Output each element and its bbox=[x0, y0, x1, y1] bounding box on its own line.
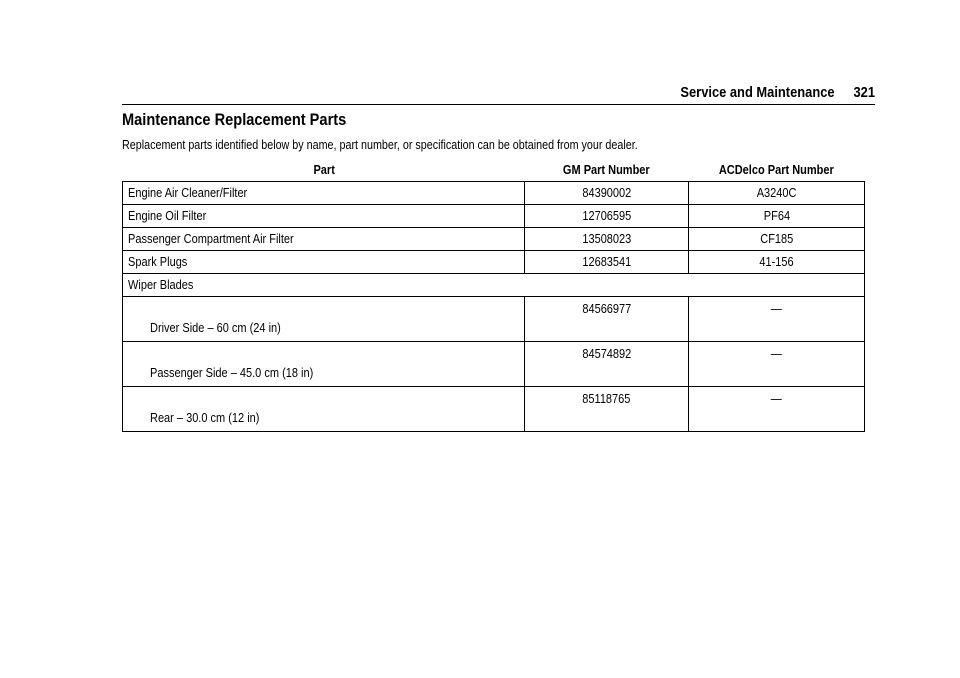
part-name: Engine Oil Filter bbox=[123, 205, 525, 228]
header-rule bbox=[122, 104, 875, 105]
part-name: Engine Air Cleaner/Filter bbox=[123, 182, 525, 205]
acdelco-part-number: — bbox=[689, 342, 865, 387]
page-number: 321 bbox=[853, 84, 875, 101]
table-group-row bbox=[123, 274, 865, 297]
acdelco-part-number: 41-156 bbox=[689, 251, 865, 274]
gm-part-number: 84390002 bbox=[525, 182, 689, 205]
gm-part-number: 12683541 bbox=[525, 251, 689, 274]
table-subrow bbox=[123, 297, 865, 342]
table-row bbox=[123, 182, 865, 205]
column-header-acdelco: ACDelco Part Number bbox=[689, 159, 865, 182]
intro-paragraph: Replacement parts identified below by name, part number, or specification can be obtained from your dealer. bbox=[122, 138, 638, 152]
acdelco-part-number: A3240C bbox=[689, 182, 865, 205]
gm-part-number: 12706595 bbox=[525, 205, 689, 228]
acdelco-part-number: — bbox=[689, 297, 865, 342]
part-name: Rear – 30.0 cm (12 in) bbox=[123, 387, 525, 432]
gm-part-number: 84566977 bbox=[525, 297, 689, 342]
table-row bbox=[123, 228, 865, 251]
running-head-section: Service and Maintenance bbox=[680, 84, 835, 101]
acdelco-part-number: — bbox=[689, 387, 865, 432]
column-header-part: Part bbox=[123, 159, 525, 182]
table-row bbox=[123, 251, 865, 274]
table-subrow bbox=[123, 387, 865, 432]
acdelco-part-number: CF185 bbox=[689, 228, 865, 251]
part-name: Spark Plugs bbox=[123, 251, 525, 274]
group-label-wiper-blades: Wiper Blades bbox=[123, 274, 865, 297]
table-header-row bbox=[123, 159, 865, 182]
gm-part-number: 85118765 bbox=[525, 387, 689, 432]
table-row bbox=[123, 205, 865, 228]
part-name: Passenger Compartment Air Filter bbox=[123, 228, 525, 251]
running-head bbox=[227, 84, 875, 101]
part-name: Passenger Side – 45.0 cm (18 in) bbox=[123, 342, 525, 387]
acdelco-part-number: PF64 bbox=[689, 205, 865, 228]
column-header-gm: GM Part Number bbox=[525, 159, 689, 182]
gm-part-number: 84574892 bbox=[525, 342, 689, 387]
gm-part-number: 13508023 bbox=[525, 228, 689, 251]
table-subrow bbox=[123, 342, 865, 387]
section-title: Maintenance Replacement Parts bbox=[122, 110, 347, 129]
part-name: Driver Side – 60 cm (24 in) bbox=[123, 297, 525, 342]
parts-table bbox=[122, 159, 865, 432]
